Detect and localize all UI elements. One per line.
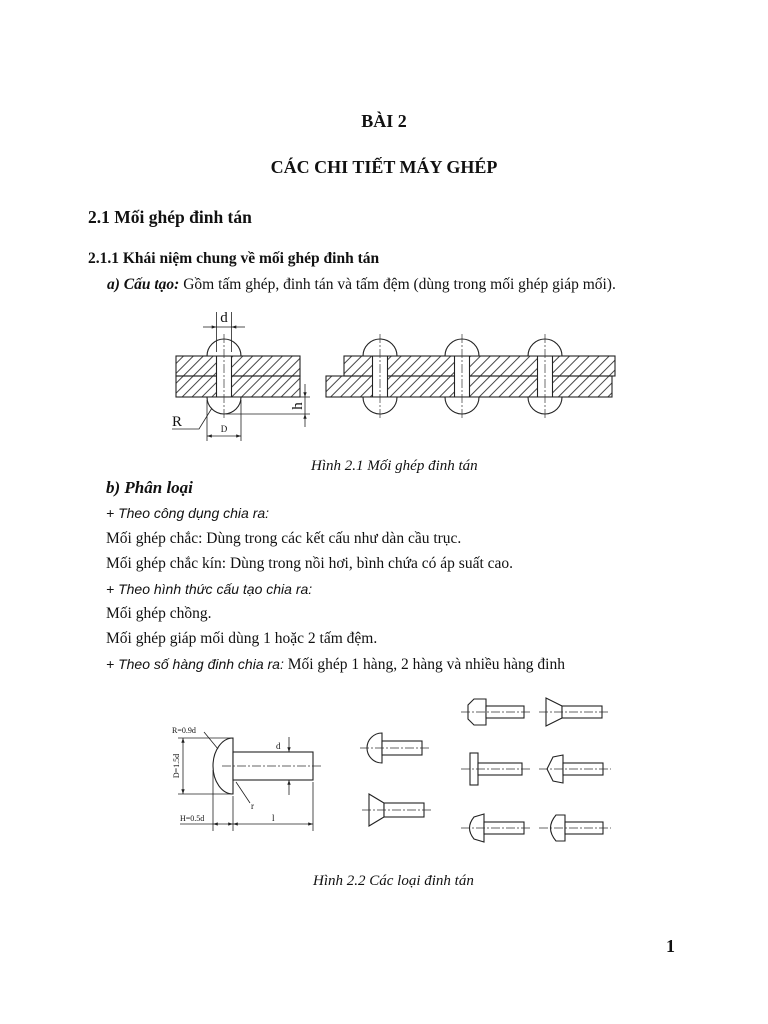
head-height-label: H=0.5d	[180, 814, 205, 823]
list-item: Mối ghép chắc kín: Dùng trong nồi hơi, bình chứa có áp suất cao.	[106, 555, 514, 572]
countersunk-head-rivet	[539, 698, 610, 726]
figure-2-rivet-types	[155, 685, 625, 865]
flat-head-rivet	[461, 753, 531, 785]
fillet-radius-label: r	[251, 801, 254, 811]
list-item: Mối ghép giáp mối dùng 1 hoặc 2 tấm đệm.	[106, 630, 378, 647]
shank-diameter-label: d	[220, 310, 228, 326]
classification-by-use-label: + Theo công dụng chia ra:	[106, 505, 270, 521]
oval-countersunk-head-rivet	[461, 814, 532, 842]
classification-by-form-label: + Theo hình thức cấu tạo chia ra:	[106, 581, 313, 597]
truncated-cone-head-rivet	[539, 755, 611, 783]
head-radius-callout	[172, 408, 212, 430]
head-radius-label: R=0.9d	[172, 726, 196, 735]
head-radius-callout	[172, 726, 218, 749]
lower-plate	[176, 376, 300, 397]
round-head-rivet	[360, 733, 431, 763]
upper-plate	[176, 356, 300, 376]
classification-by-rows-line	[106, 654, 565, 675]
head-diameter-label: D	[220, 424, 228, 434]
fillet-radius-callout	[236, 782, 254, 811]
section-heading: 2.1 Mối ghép đinh tán	[88, 207, 252, 227]
list-item: Mối ghép chồng.	[106, 605, 212, 622]
semi-round-head-rivet	[539, 815, 611, 841]
subsection-heading: 2.1.1 Khái niệm chung về mối ghép đinh tán	[88, 250, 380, 267]
structure-paragraph	[107, 275, 616, 295]
head-height-label: h	[290, 402, 306, 410]
figure-1-caption: Hình 2.1 Mối ghép đinh tán	[311, 458, 478, 474]
page-number: 1	[666, 936, 675, 956]
lesson-title: CÁC CHI TIẾT MÁY GHÉP	[270, 157, 498, 177]
leader-line	[236, 782, 250, 803]
countersunk-head-rivet	[362, 794, 432, 826]
shank-length-label: l	[272, 813, 275, 823]
figure-1-rivet-joints	[165, 300, 625, 445]
dimension-shank-length	[233, 782, 313, 831]
shank-diameter-label: d	[276, 741, 281, 751]
lesson-number: BÀI 2	[361, 111, 407, 131]
round-head-rivet-detail	[172, 726, 323, 831]
figure-2-caption: Hình 2.2 Các loại đinh tán	[313, 873, 474, 889]
structure-text: Gồm tấm ghép, đinh tán và tấm đệm (dùng trong mối ghép giáp mối).	[183, 276, 616, 293]
structure-label: a) Cấu tạo:	[107, 276, 180, 293]
list-item: Mối ghép chắc: Dùng trong các kết cấu như dàn cầu trục.	[106, 530, 462, 547]
head-diameter-label: D=1.5d	[172, 753, 181, 779]
pan-head-rivet	[461, 699, 531, 725]
lap-joint-drawing	[172, 310, 310, 441]
butt-joint-drawing	[326, 334, 615, 419]
classification-by-rows-label: + Theo số hàng đinh chia ra:	[106, 656, 284, 672]
classification-heading: b) Phân loại	[106, 478, 193, 497]
head-radius-label: R	[172, 414, 183, 430]
classification-by-rows-text: Mối ghép 1 hàng, 2 hàng và nhiều hàng đinh	[287, 656, 565, 673]
leader-line	[204, 732, 218, 749]
